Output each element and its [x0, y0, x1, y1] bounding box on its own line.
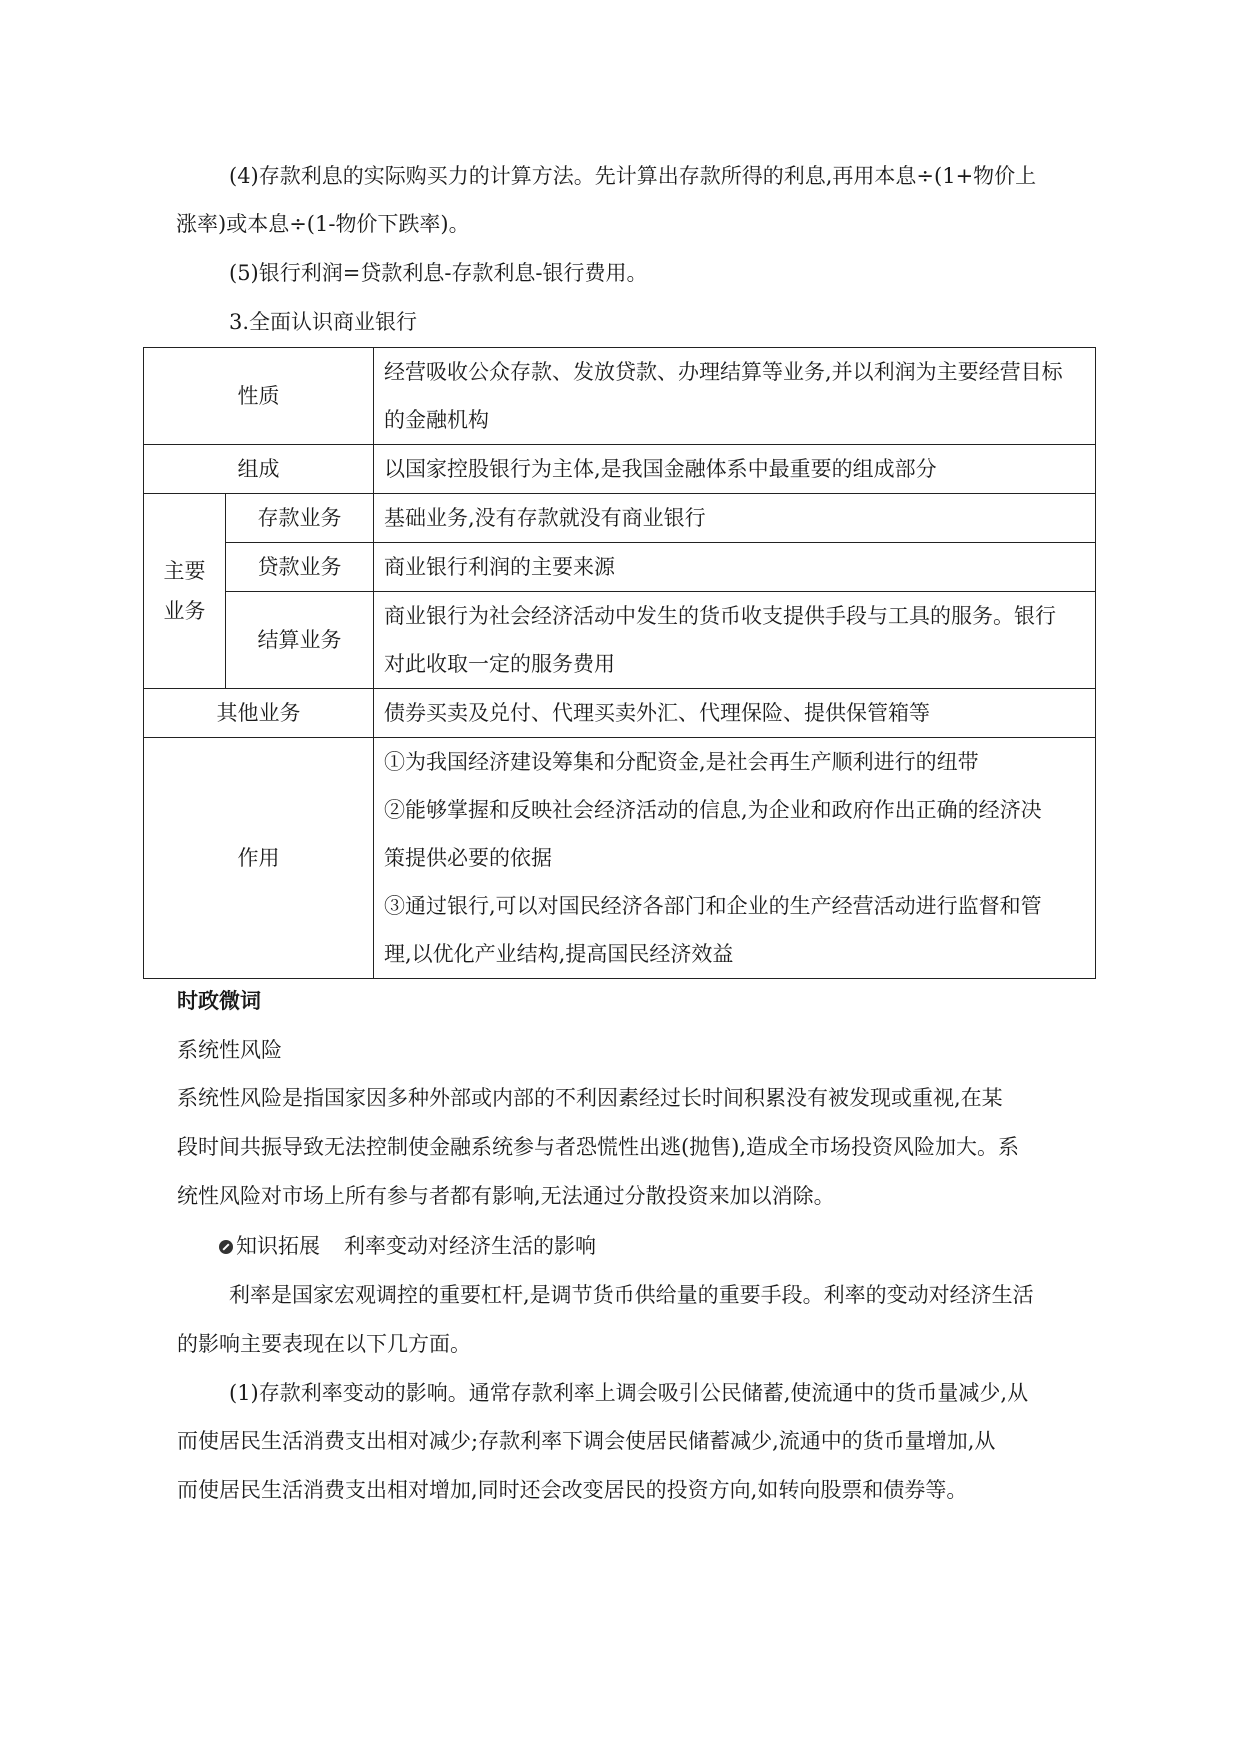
settlement-label: 结算业务: [226, 592, 374, 689]
other-label: 其他业务: [144, 689, 374, 738]
paragraph-5: (5)银行利润=贷款利息-存款利息-银行费用。: [229, 261, 648, 285]
pencil-circle-icon: [219, 1240, 233, 1254]
table-row-settlement: [144, 592, 1096, 689]
loan-label: 贷款业务: [226, 543, 374, 592]
commercial-bank-table: [143, 347, 1096, 979]
deposit-text: 基础业务,没有存款就没有商业银行: [374, 494, 1096, 543]
knowledge-extension-title: 利率变动对经济生活的影响: [344, 1234, 596, 1258]
nature-text: 经营吸收公众存款、发放贷款、办理结算等业务,并以利润为主要经营目标 的金融机构: [374, 348, 1096, 445]
composition-label: 组成: [144, 445, 374, 494]
extension-p1-line-3: 而使居民生活消费支出相对增加,同时还会改变居民的投资方向,如转向股票和债券等。: [177, 1478, 968, 1502]
function-label: 作用: [144, 738, 374, 979]
other-text: 债券买卖及兑付、代理买卖外汇、代理保险、提供保管箱等: [374, 689, 1096, 738]
main-business-label: 主要 业务: [144, 494, 226, 689]
table-row-function: [144, 738, 1096, 979]
table-row-composition: [144, 445, 1096, 494]
current-affairs-def-line-3: 统性风险对市场上所有参与者都有影响,无法通过分散投资来加以消除。: [177, 1184, 835, 1208]
function-text: ①为我国经济建设筹集和分配资金,是社会再生产顺利进行的纽带 ②能够掌握和反映社会经济活动的信息,为企业和政府作出正确的经济决 策提供必要的依据 ③通过银行,可以对国民经济各部门和企业的生产经营活动进行监督和管 理,以优化产业结构,提高国民经济效益: [374, 738, 1096, 979]
settlement-text: 商业银行为社会经济活动中发生的货币收支提供手段与工具的服务。银行 对此收取一定的服务费用: [374, 592, 1096, 689]
table-row-loan: [144, 543, 1096, 592]
section-3-heading: 3.全面认识商业银行: [229, 310, 418, 334]
extension-intro-line-1: 利率是国家宏观调控的重要杠杆,是调节货币供给量的重要手段。利率的变动对经济生活: [229, 1283, 1034, 1307]
current-affairs-def-line-2: 段时间共振导致无法控制使金融系统参与者恐慌性出逃(抛售),造成全市场投资风险加大。系: [177, 1135, 1020, 1159]
table-row-nature: [144, 348, 1096, 445]
extension-p1-line-1: (1)存款利率变动的影响。通常存款利率上调会吸引公民储蓄,使流通中的货币量减少,从: [229, 1381, 1029, 1405]
current-affairs-heading: 时政微词: [177, 989, 261, 1013]
current-affairs-def-line-1: 系统性风险是指国家因多种外部或内部的不利因素经过长时间积累没有被发现或重视,在某: [177, 1086, 1003, 1110]
loan-text: 商业银行利润的主要来源: [374, 543, 1096, 592]
paragraph-4-line-2: 涨率)或本息÷(1-物价下跌率)。: [176, 212, 470, 236]
knowledge-extension-heading: [219, 1231, 596, 1261]
deposit-label: 存款业务: [226, 494, 374, 543]
extension-p1-line-2: 而使居民生活消费支出相对减少;存款利率下调会使居民储蓄减少,流通中的货币量增加,从: [177, 1429, 996, 1453]
table-row-deposit: [144, 494, 1096, 543]
paragraph-4-line-1: (4)存款利息的实际购买力的计算方法。先计算出存款所得的利息,再用本息÷(1+物价上: [229, 164, 1037, 188]
current-affairs-term: 系统性风险: [177, 1038, 282, 1062]
table-row-other: [144, 689, 1096, 738]
composition-text: 以国家控股银行为主体,是我国金融体系中最重要的组成部分: [374, 445, 1096, 494]
extension-intro-line-2: 的影响主要表现在以下几方面。: [177, 1332, 471, 1356]
knowledge-extension-tag: 知识拓展: [236, 1234, 320, 1258]
nature-label: 性质: [144, 348, 374, 445]
